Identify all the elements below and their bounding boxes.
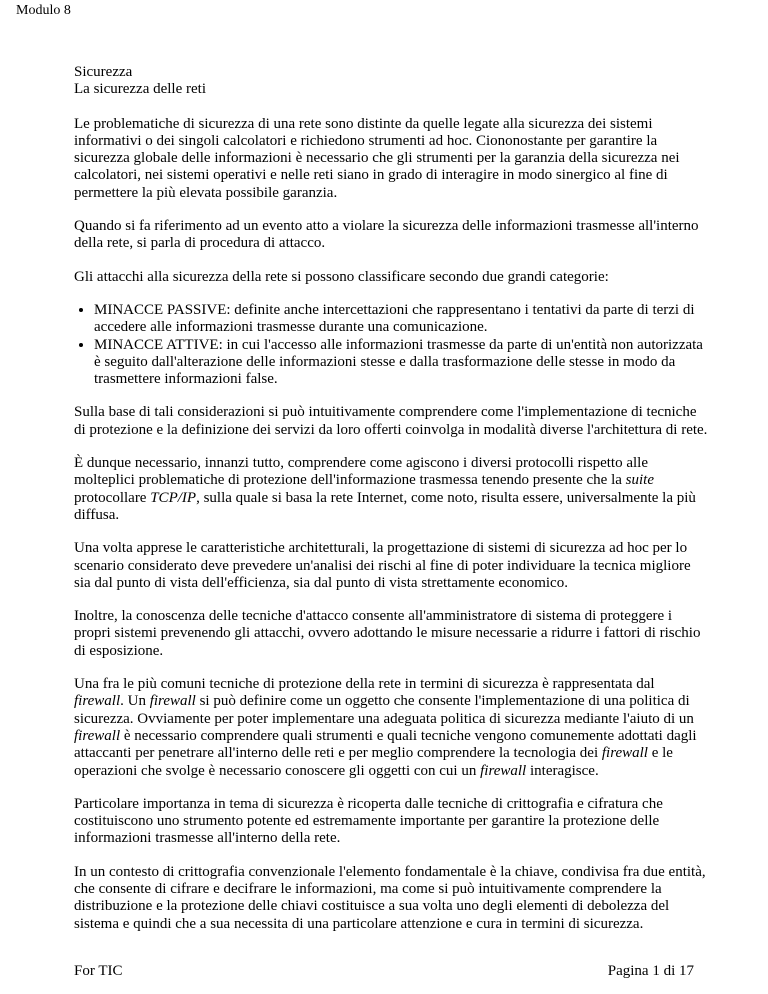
document-body — [74, 64, 708, 949]
text-run: interagisce. — [526, 762, 599, 779]
paragraph-2: Quando si fa riferimento ad un evento atto a violare la sicurezza delle informazioni trasmesse all'interno della rete, si parla di procedura di attacco. — [74, 218, 699, 252]
italic-term: TCP/IP — [150, 489, 197, 506]
paragraph-1: Le problematiche di sicurezza di una rete sono distinte da quelle legate alla sicurezza dei sistemi informativi o dei singoli calcolatori e richiedono strumenti ad hoc. Ciononostante per garantire la sicurezza globale delle informazioni è necessario che gli strumenti per la garanzia della sicurezza nei calcolatori, nei sistemi operativi e nelle reti siano in grado di interagire in modo sinergico al fine di permettere la più elevata possibile garanzia. — [74, 115, 680, 201]
paragraph-5 — [74, 455, 708, 524]
list-item: • MINACCE ATTIVE: in cui l'accesso alle informazioni trasmesse da parte di un'entità non autorizzata è seguito dall'alterazione delle informazioni stesse e dalla trasformazione delle stesse in modo da trasmettere informazioni false. — [94, 337, 708, 389]
paragraph-7: Inoltre, la conoscenza delle tecniche d'attacco consente all'amministratore di sistema di proteggere i propri sistemi prevenendo gli attacchi, ovvero adottando le misure necessarie a ridurre i fattori di rischio di esposizione. — [74, 608, 701, 659]
section-subtitle: La sicurezza delle reti — [74, 81, 206, 98]
list-item: • MINACCE PASSIVE: definite anche intercettazioni che rappresentano i tentativi da parte di terzi di accedere alle informazioni trasmesse durante una comunicazione. — [94, 302, 708, 337]
text-run: e le operazioni che svolge è necessario conoscere gli oggetti con cui un — [74, 745, 673, 779]
italic-term: firewall — [74, 727, 121, 744]
threat-list — [74, 302, 708, 388]
paragraph-8 — [74, 676, 708, 780]
paragraph-6: Una volta apprese le caratteristiche architetturali, la progettazione di sistemi di sicurezza ad hoc per lo scenario considerato deve prevedere un'analisi dei rischi al fine di poter individuare la tecnica migliore sia dal punto di vista dell'efficienza, sia dal punto di vista strettamente economico. — [74, 540, 691, 591]
text-run: si può definire come un oggetto che consente l'implementazione di una politica di sicurezza. Ovviamente per poter implementare una adeguata politica di sicurezza mediante l'aiuto di un — [74, 693, 694, 727]
page-number: Pagina 1 di 17 — [607, 963, 694, 979]
italic-term: firewall — [149, 693, 196, 710]
text-run: Una fra le più comuni tecniche di protezione della rete in termini di sicurezza è rappresentata dal — [74, 676, 655, 693]
text-run: È dunque necessario, innanzi tutto, comprendere come agiscono i diversi protocolli rispetto alle molteplici problematiche di protezione dell'informazione trasmessa tenendo presente che la — [74, 455, 648, 489]
text-run: , sulla quale si basa la rete Internet, come noto, risulta essere, universalmente la più diffusa. — [74, 489, 696, 523]
paragraph-4: Sulla base di tali considerazioni si può intuitivamente comprendere come l'implementazione di tecniche di protezione e la definizione dei servizi da loro offerti coinvolga in modalità diverse l'architettura di rete. — [74, 404, 708, 438]
text-run: protocollare — [74, 489, 151, 506]
page-header: Modulo 8 — [16, 3, 71, 18]
title-block — [74, 64, 708, 99]
italic-term: firewall — [601, 745, 648, 762]
text-run: . Un — [120, 693, 150, 710]
paragraph-9: Particolare importanza in tema di sicurezza è ricoperta dalle tecniche di crittografia e cifratura che costituiscono uno strumento potente ed estremamente importante per garantire la protezione delle informazioni trasmesse all'interno della rete. — [74, 795, 663, 847]
section-title: Sicurezza — [74, 64, 133, 80]
paragraph-10: In un contesto di crittografia convenzionale l'elemento fondamentale è la chiave, condivisa fra due entità, che consente di cifrare e decifrare le informazioni, ma come si può intuitivamente comprendere la distribuzione e la protezione delle chiavi costituisce a sua volta uno degli elementi di debolezza del sistema e quindi che a sua necessita di una particolare attenzione e cura in termini di sicurezza. — [74, 863, 706, 932]
italic-term: firewall — [74, 693, 121, 710]
italic-term: firewall — [480, 762, 527, 779]
paragraph-3: Gli attacchi alla sicurezza della rete si possono classificare secondo due grandi categorie: — [74, 268, 609, 285]
text-run: è necessario comprendere quali strumenti e quali tecniche vengono comunemente adottati dagli attaccanti per penetrare all'interno delle reti e per meglio comprendere la tecnologia dei — [74, 727, 697, 762]
italic-term: suite — [625, 472, 655, 489]
footer-left: For TIC — [74, 963, 123, 979]
